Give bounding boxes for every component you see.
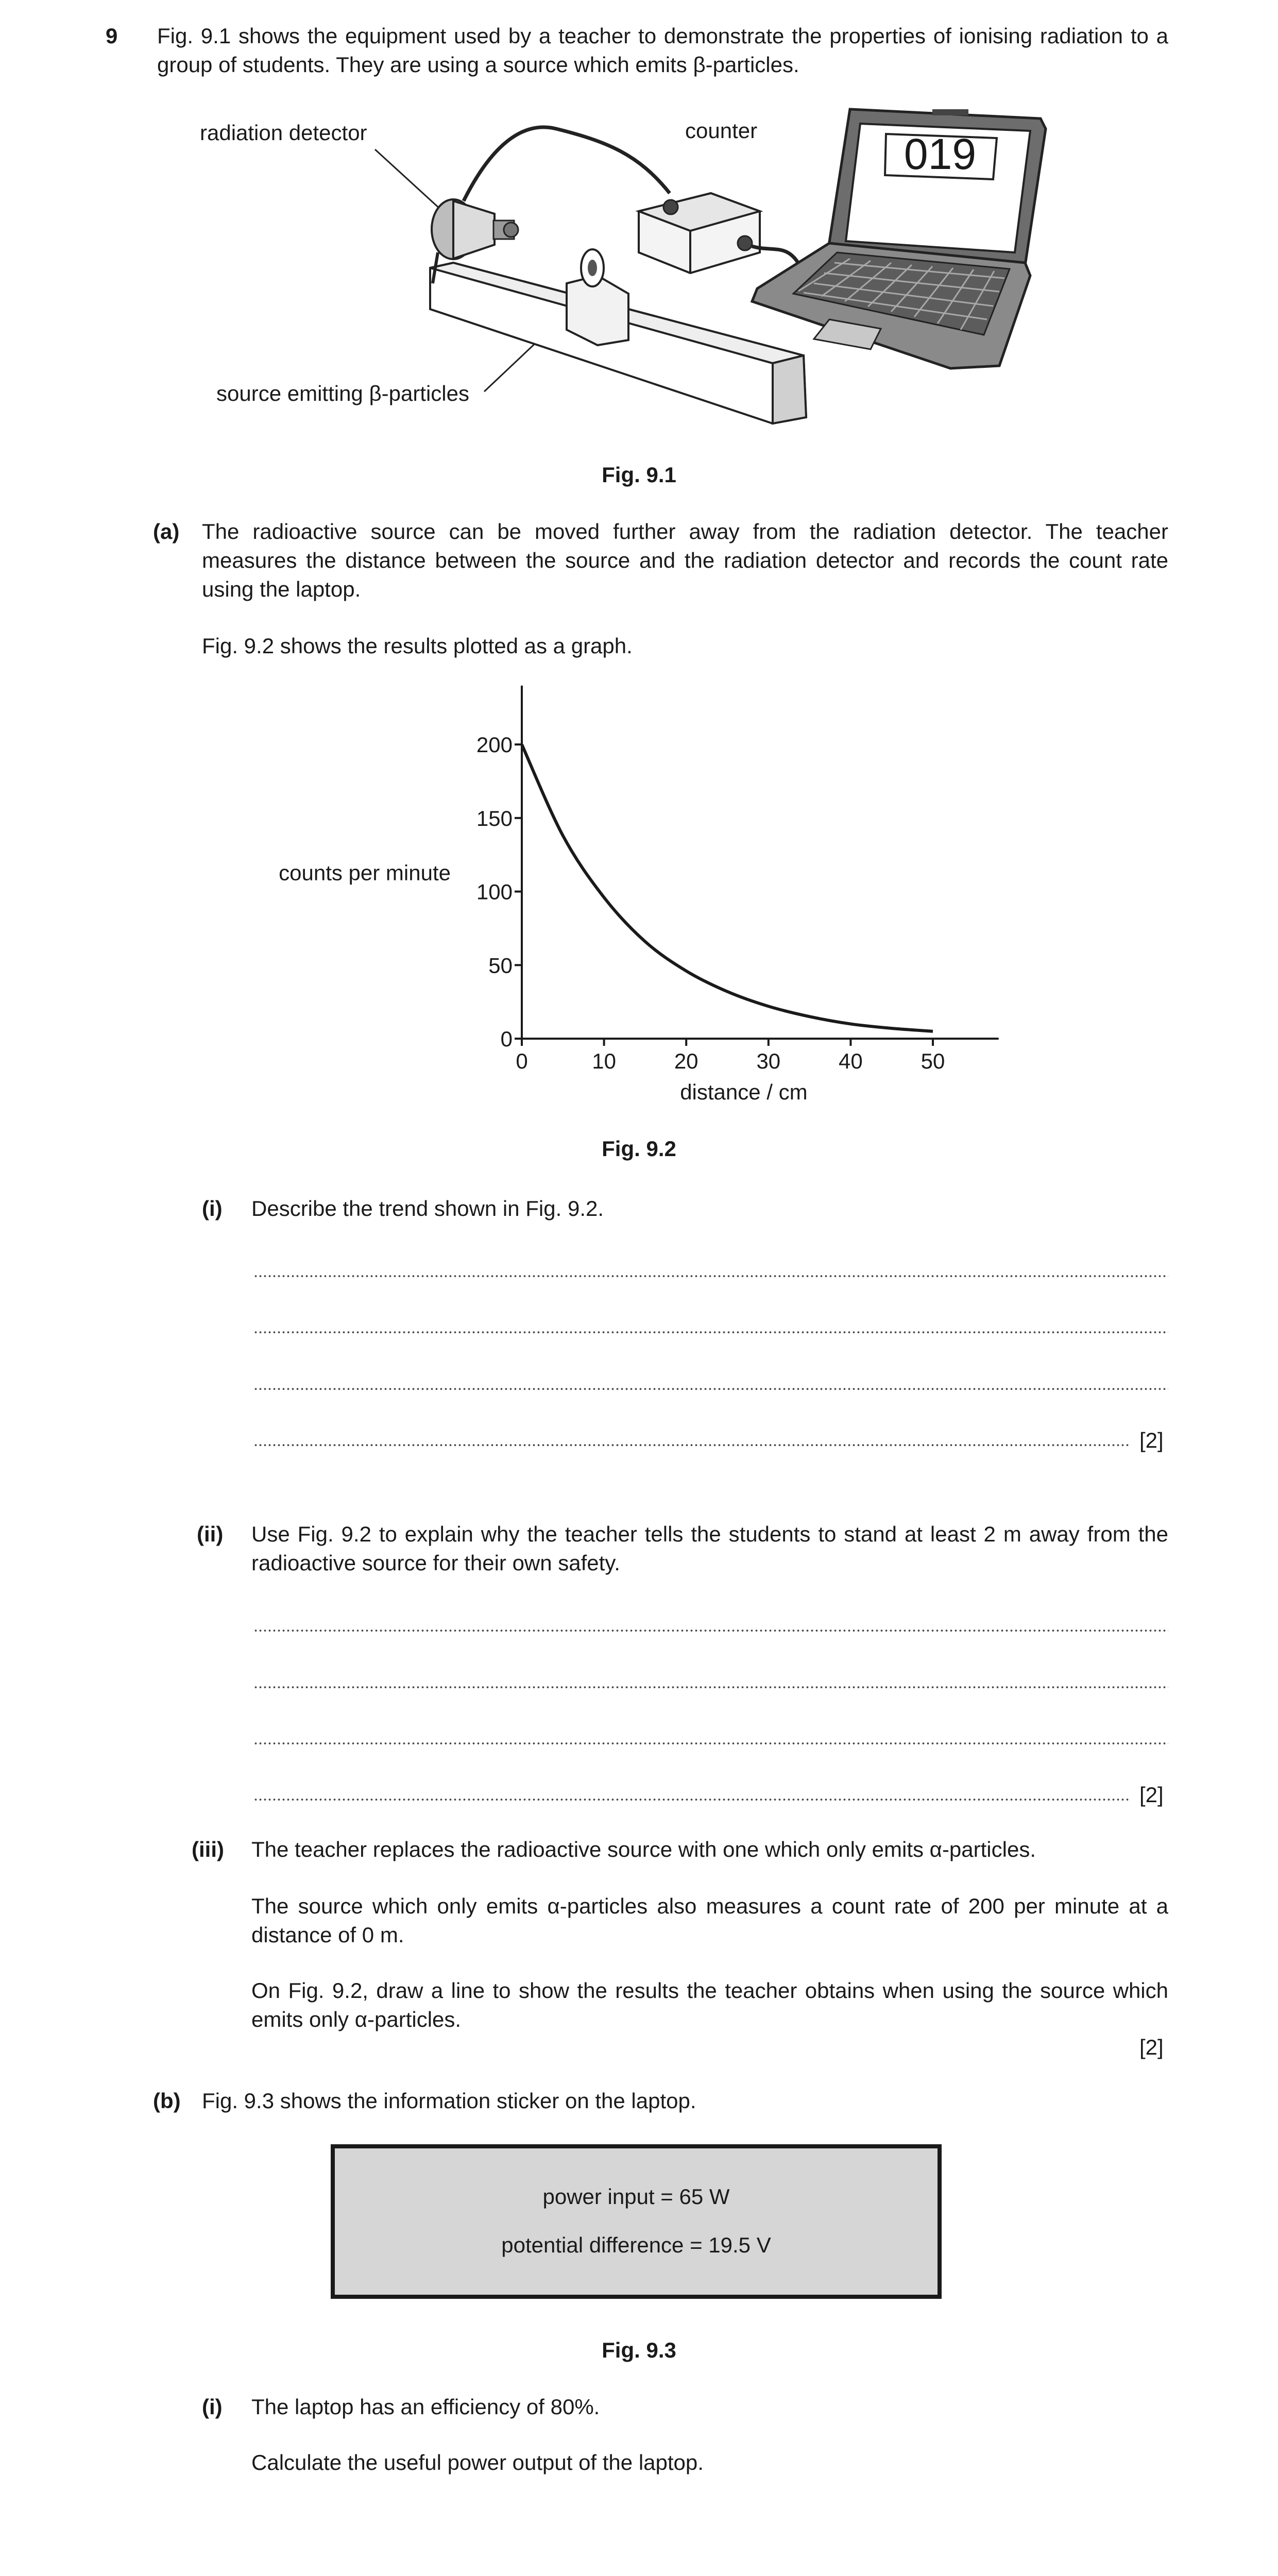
fig-9-1-equipment-illustration <box>196 98 1082 453</box>
marks-a-i: [2] <box>1139 1428 1164 1452</box>
answer-line[interactable] <box>253 1798 1129 1801</box>
x-tick-label: 0 <box>516 1049 528 1073</box>
fig-9-1-caption: Fig. 9.1 <box>602 463 676 487</box>
fig-9-3-caption: Fig. 9.3 <box>602 2338 676 2362</box>
part-a-i-text: Describe the trend shown in Fig. 9.2. <box>251 1196 604 1221</box>
part-a-text2: Fig. 9.2 shows the results plotted as a graph. <box>202 634 633 658</box>
label-source: source emitting β-particles <box>216 381 469 405</box>
y-tick-label: 0 <box>500 1027 513 1051</box>
label-counter: counter <box>685 118 758 143</box>
x-tick-label: 50 <box>921 1049 945 1073</box>
fig-9-2-graph <box>247 670 1020 1123</box>
answer-line[interactable] <box>253 1686 1168 1689</box>
x-tick-label: 40 <box>839 1049 863 1073</box>
part-a-ii-label: (ii) <box>197 1522 224 1546</box>
answer-line[interactable] <box>253 1387 1168 1391</box>
label-radiation-detector: radiation detector <box>200 121 367 145</box>
fig-9-2-caption: Fig. 9.2 <box>602 1137 676 1161</box>
answer-line[interactable] <box>253 1742 1168 1745</box>
part-b-text: Fig. 9.3 shows the information sticker on the laptop. <box>202 2089 696 2113</box>
y-axis-label: counts per minute <box>279 860 451 885</box>
laptop-information-sticker <box>331 2144 942 2299</box>
part-a-label: (a) <box>153 519 180 544</box>
x-tick-label: 10 <box>592 1049 616 1073</box>
marks-a-iii: [2] <box>1139 2035 1164 2059</box>
y-tick-label: 200 <box>476 733 513 757</box>
y-tick-label: 100 <box>476 879 513 904</box>
part-a-iii-label: (iii) <box>192 1837 224 1861</box>
part-a-i-label: (i) <box>202 1196 223 1221</box>
part-a-iii-p3: On Fig. 9.2, draw a line to show the results the teacher obtains when using the source which emits only α-particles. <box>251 1978 1168 2031</box>
part-a-ii-text: Use Fig. 9.2 to explain why the teacher tells the students to stand at least 2 m away from the radioactive source for their own safety. <box>251 1522 1168 1575</box>
part-b-i-p1: The laptop has an efficiency of 80%. <box>251 2395 600 2419</box>
part-a-iii-p2: The source which only emits α-particles also measures a count rate of 200 per minute at a distance of 0 m. <box>251 1894 1168 1947</box>
marks-a-ii: [2] <box>1139 1783 1164 1807</box>
answer-line[interactable] <box>253 1275 1168 1278</box>
answer-line[interactable] <box>253 1629 1168 1632</box>
part-b-i-p2: Calculate the useful power output of the laptop. <box>251 2450 704 2475</box>
answer-line[interactable] <box>253 1331 1168 1334</box>
y-tick-label: 50 <box>488 953 513 978</box>
x-tick-label: 30 <box>756 1049 781 1073</box>
part-b-label: (b) <box>153 2089 181 2113</box>
question-number: 9 <box>106 24 118 48</box>
counter-display-reading: 019 <box>904 130 977 178</box>
sticker-potential-difference: potential difference = 19.5 V <box>501 2233 771 2257</box>
question-intro: Fig. 9.1 shows the equipment used by a teacher to demonstrate the properties of ionising radiation to a group of students. They are using a source which emits β-particles. <box>157 24 1168 77</box>
y-tick-label: 150 <box>476 806 513 831</box>
x-axis-label: distance / cm <box>680 1080 808 1104</box>
answer-line[interactable] <box>253 1444 1129 1447</box>
part-a-text: The radioactive source can be moved further away from the radiation detector. The teacher measures the distance between the source and the radiation detector and records the count rate using the laptop. <box>202 519 1168 601</box>
part-a-iii-p1: The teacher replaces the radioactive source with one which only emits α-particles. <box>251 1837 1036 1861</box>
sticker-power-input: power input = 65 W <box>542 2184 730 2209</box>
part-b-i-label: (i) <box>202 2395 223 2419</box>
x-tick-label: 20 <box>674 1049 698 1073</box>
series-line <box>522 744 933 1031</box>
